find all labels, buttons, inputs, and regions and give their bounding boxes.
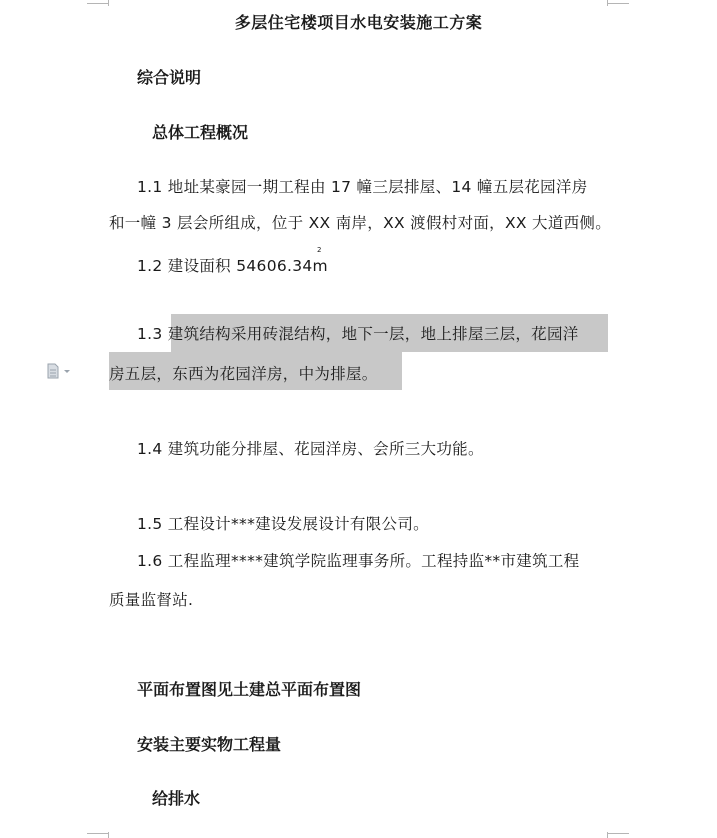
paragraph-6-line-2: 质量监督站. [109, 591, 194, 609]
crop-mark [87, 3, 109, 4]
document-title: 多层住宅楼项目水电安装施工方案 [234, 13, 483, 32]
crop-mark [87, 833, 109, 834]
paragraph-1-line-1: 1.1 地址某豪园一期工程由 17 幢三层排屋、14 幢五层花园洋房 [137, 178, 588, 196]
paragraph-6-line-1: 1.6 工程监理****建筑学院监理事务所。工程持监**市建筑工程 [137, 552, 580, 570]
paragraph-1-line-2: 和一幢 3 层会所组成，位于 XX 南岸，XX 渡假村对面，XX 大道西侧。 [109, 214, 612, 232]
superscript: 2 [317, 246, 322, 254]
crop-mark [607, 0, 608, 6]
crop-mark [108, 832, 109, 838]
section-heading-water: 给排水 [152, 789, 201, 808]
section-heading-overview: 总体工程概况 [152, 123, 249, 142]
document-icon[interactable] [47, 363, 77, 379]
crop-mark [607, 3, 629, 4]
section-heading-layout: 平面布置图见土建总平面布置图 [137, 680, 362, 699]
crop-mark [108, 0, 109, 6]
paragraph-3-line-1: 1.3 建筑结构采用砖混结构，地下一层，地上排屋三层，花园洋 [137, 325, 579, 343]
section-heading-general: 综合说明 [137, 68, 202, 87]
paragraph-5: 1.5 工程设计***建设发展设计有限公司。 [137, 515, 429, 533]
paragraph-4: 1.4 建筑功能分排屋、花园洋房、会所三大功能。 [137, 440, 484, 458]
paragraph-2: 1.2 建设面积 54606.34m [137, 257, 328, 275]
crop-mark [607, 833, 629, 834]
section-heading-quantities: 安装主要实物工程量 [137, 735, 282, 754]
crop-mark [607, 832, 608, 838]
paragraph-3-line-2: 房五层，东西为花园洋房，中为排屋。 [109, 365, 378, 383]
